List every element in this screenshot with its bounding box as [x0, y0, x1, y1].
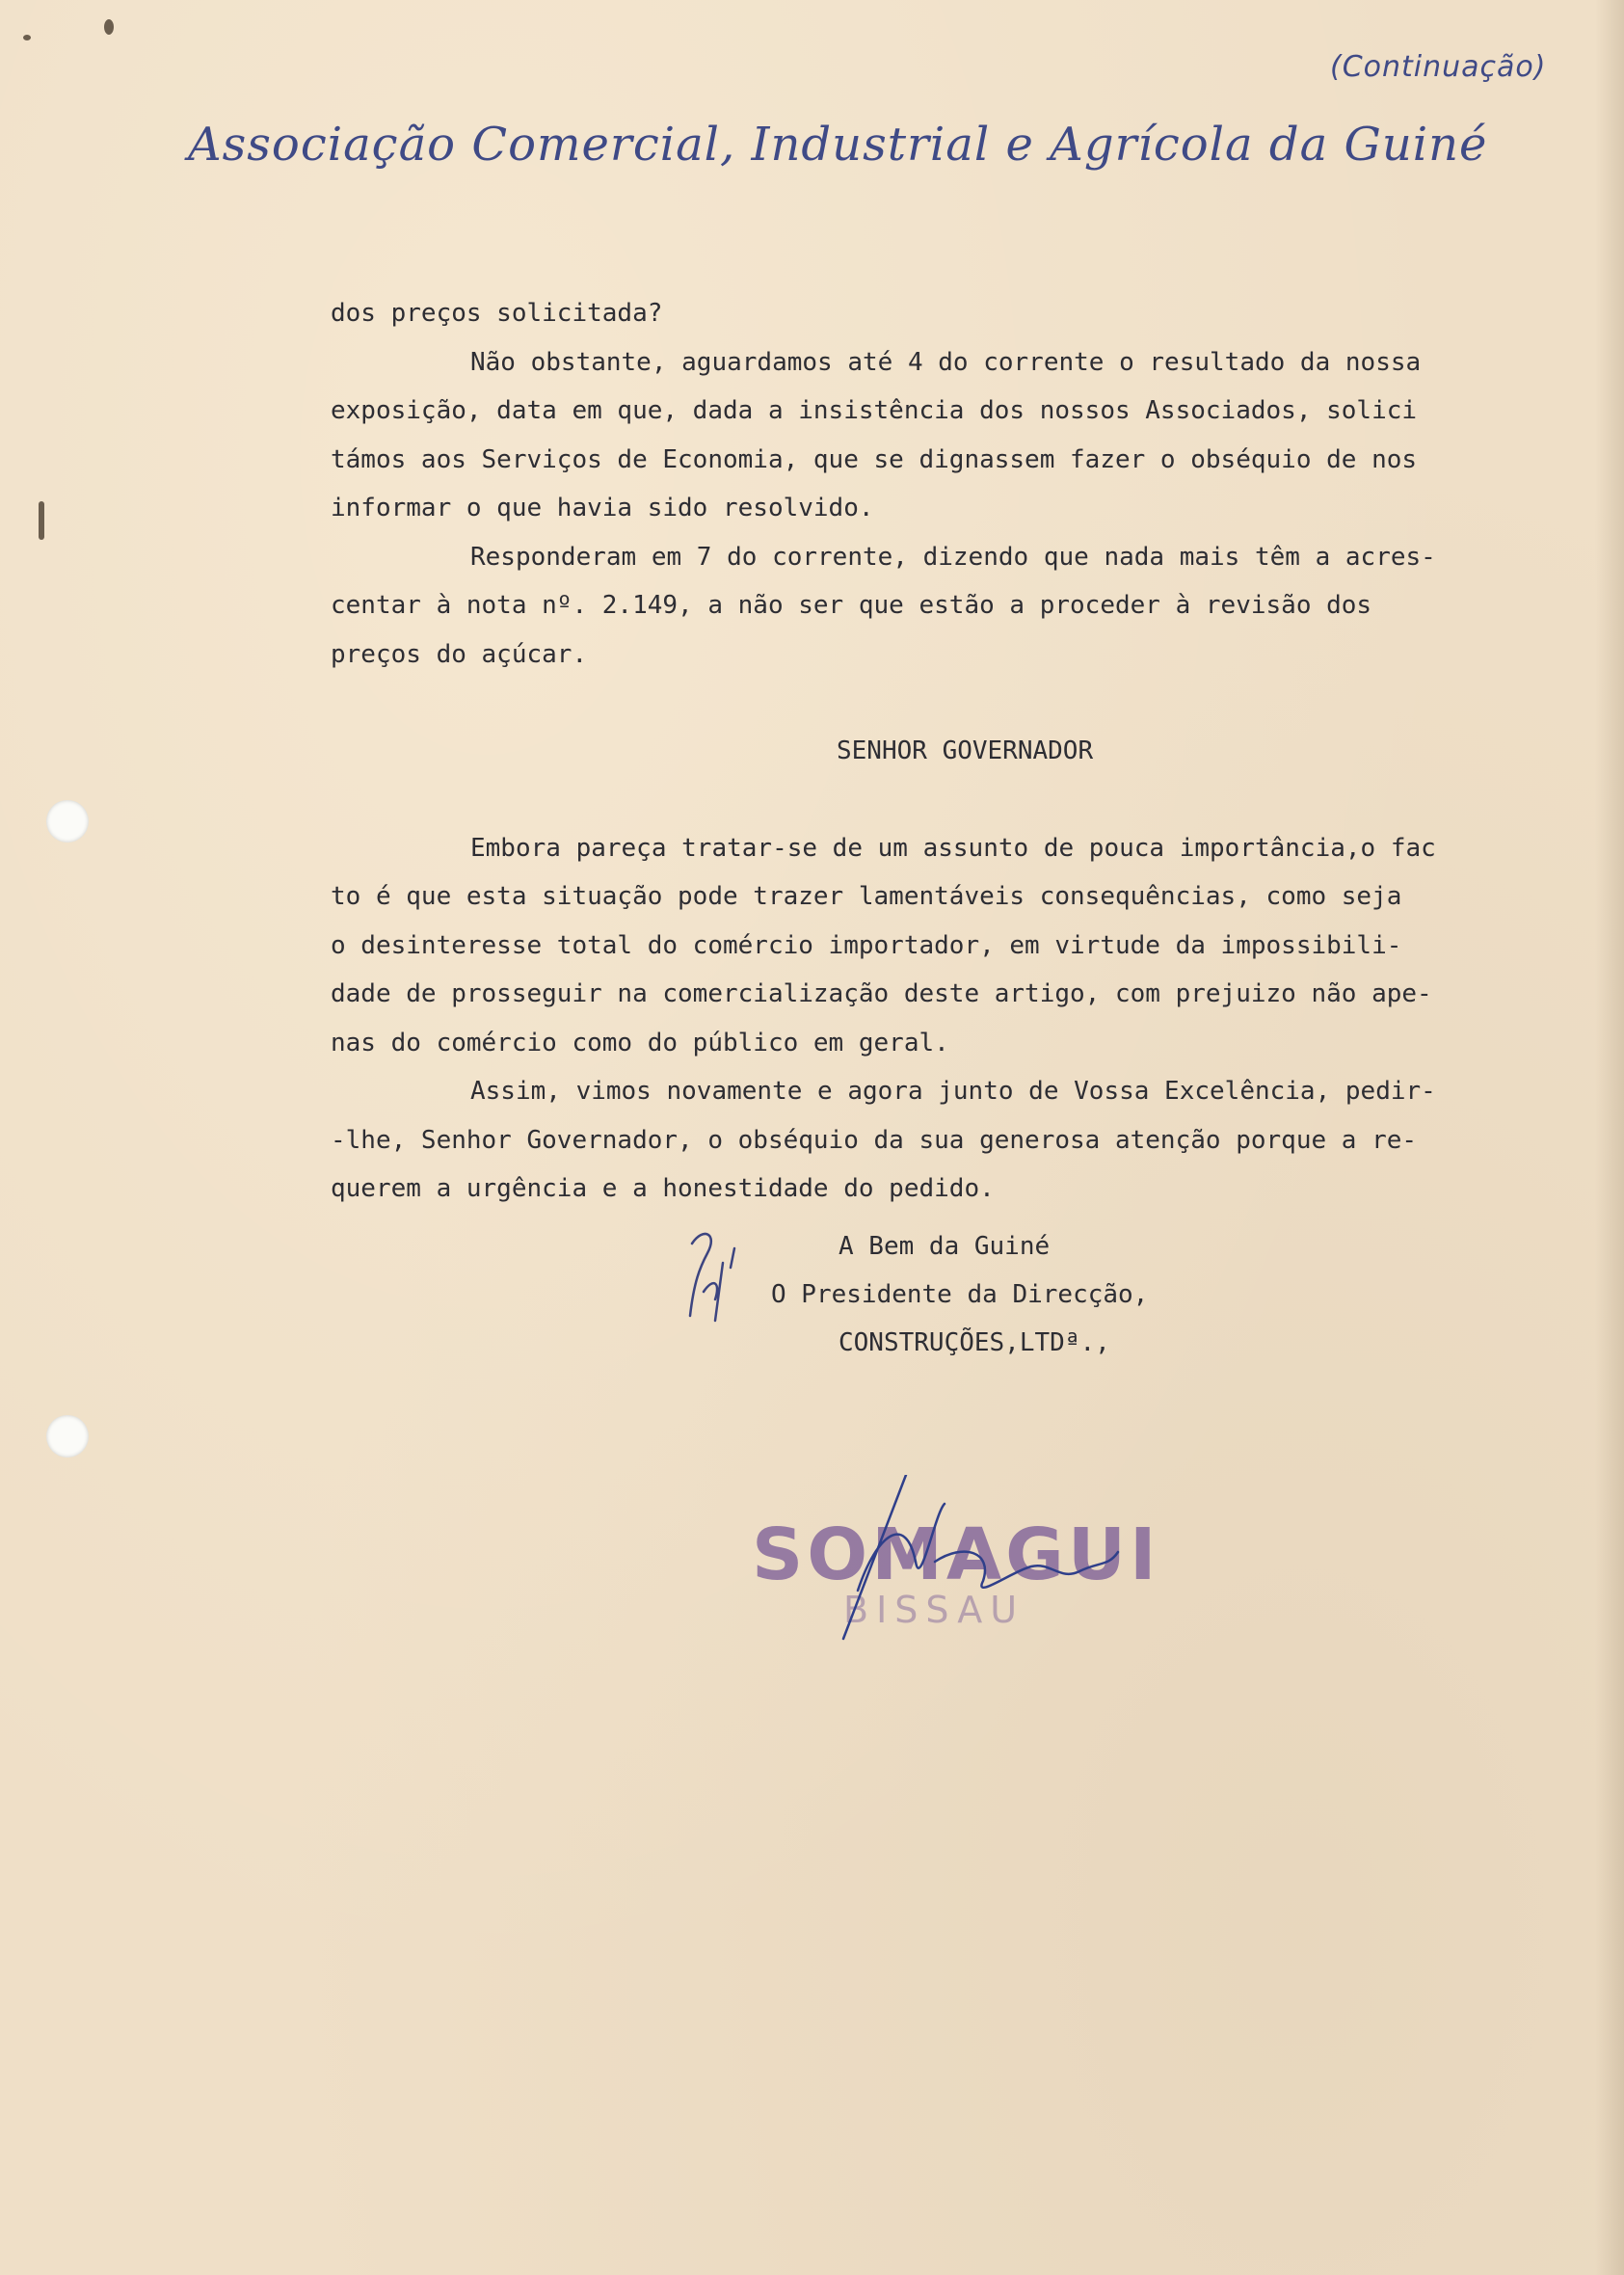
body-line: centar à nota nº. 2.149, a não ser que estão a proceder à revisão dos — [331, 591, 1372, 620]
handwritten-initials-icon — [675, 1224, 766, 1330]
ink-speck — [104, 19, 114, 35]
body-line: nas do comércio como do público em geral. — [331, 1028, 949, 1057]
body-line: Não obstante, aguardamos até 4 do corrente o resultado da nossa — [470, 347, 1422, 377]
body-line: preços do açúcar. — [331, 639, 588, 669]
continuation-label: (Continuação) — [1330, 50, 1547, 84]
stamp-city: BISSAU — [843, 1589, 1025, 1631]
ink-speck — [23, 35, 31, 40]
body-line: támos aos Serviços de Economia, que se dignassem fazer o obséquio de nos — [331, 444, 1418, 474]
letter-body — [331, 289, 1584, 1214]
spacer — [331, 776, 1584, 824]
ink-speck — [39, 501, 44, 540]
signature-block — [771, 1222, 1148, 1367]
letterhead-title: Associação Comercial, Industrial e Agrícola da Guiné — [188, 118, 1488, 172]
body-line: dade de prosseguir na comercialização deste artigo, com prejuizo não ape- — [331, 979, 1432, 1008]
company-stamp — [742, 1475, 1195, 1648]
punch-hole — [46, 800, 89, 843]
body-line: Embora pareça tratar-se de um assunto de pouca importância,o fac — [470, 833, 1436, 863]
body-line: Assim, vimos novamente e agora junto de Vossa Excelência, pedir- — [470, 1077, 1436, 1106]
handwritten-signature-icon — [742, 1475, 1195, 1648]
body-line: -lhe, Senhor Governador, o obséquio da sua generosa atenção porque a re- — [331, 1125, 1418, 1155]
closing-line: A Bem da Guiné — [839, 1232, 1051, 1261]
paper-edge-shadow — [1595, 0, 1624, 2275]
body-line: dos preços solicitada? — [331, 299, 663, 328]
stamp-name: SOMAGUI — [752, 1513, 1160, 1596]
body-line: o desinteresse total do comércio importador, em virtude da impossibili- — [331, 930, 1402, 960]
punch-hole — [46, 1415, 89, 1458]
spacer — [331, 679, 1584, 727]
body-line: Responderam em 7 do corrente, dizendo que nada mais têm a acres- — [470, 542, 1436, 572]
company-name: CONSTRUÇÕES,LTDª., — [839, 1328, 1110, 1357]
body-line: informar o que havia sido resolvido. — [331, 494, 874, 522]
body-line: to é que esta situação pode trazer lamentáveis consequências, como seja — [331, 882, 1402, 911]
body-line: querem a urgência e a honestidade do pedido. — [331, 1174, 995, 1203]
salutation-heading: SENHOR GOVERNADOR — [837, 736, 1094, 765]
body-line: exposição, data em que, dada a insistência dos nossos Associados, solici — [331, 396, 1418, 425]
signatory-title: O Presidente da Direcção, — [771, 1280, 1149, 1309]
